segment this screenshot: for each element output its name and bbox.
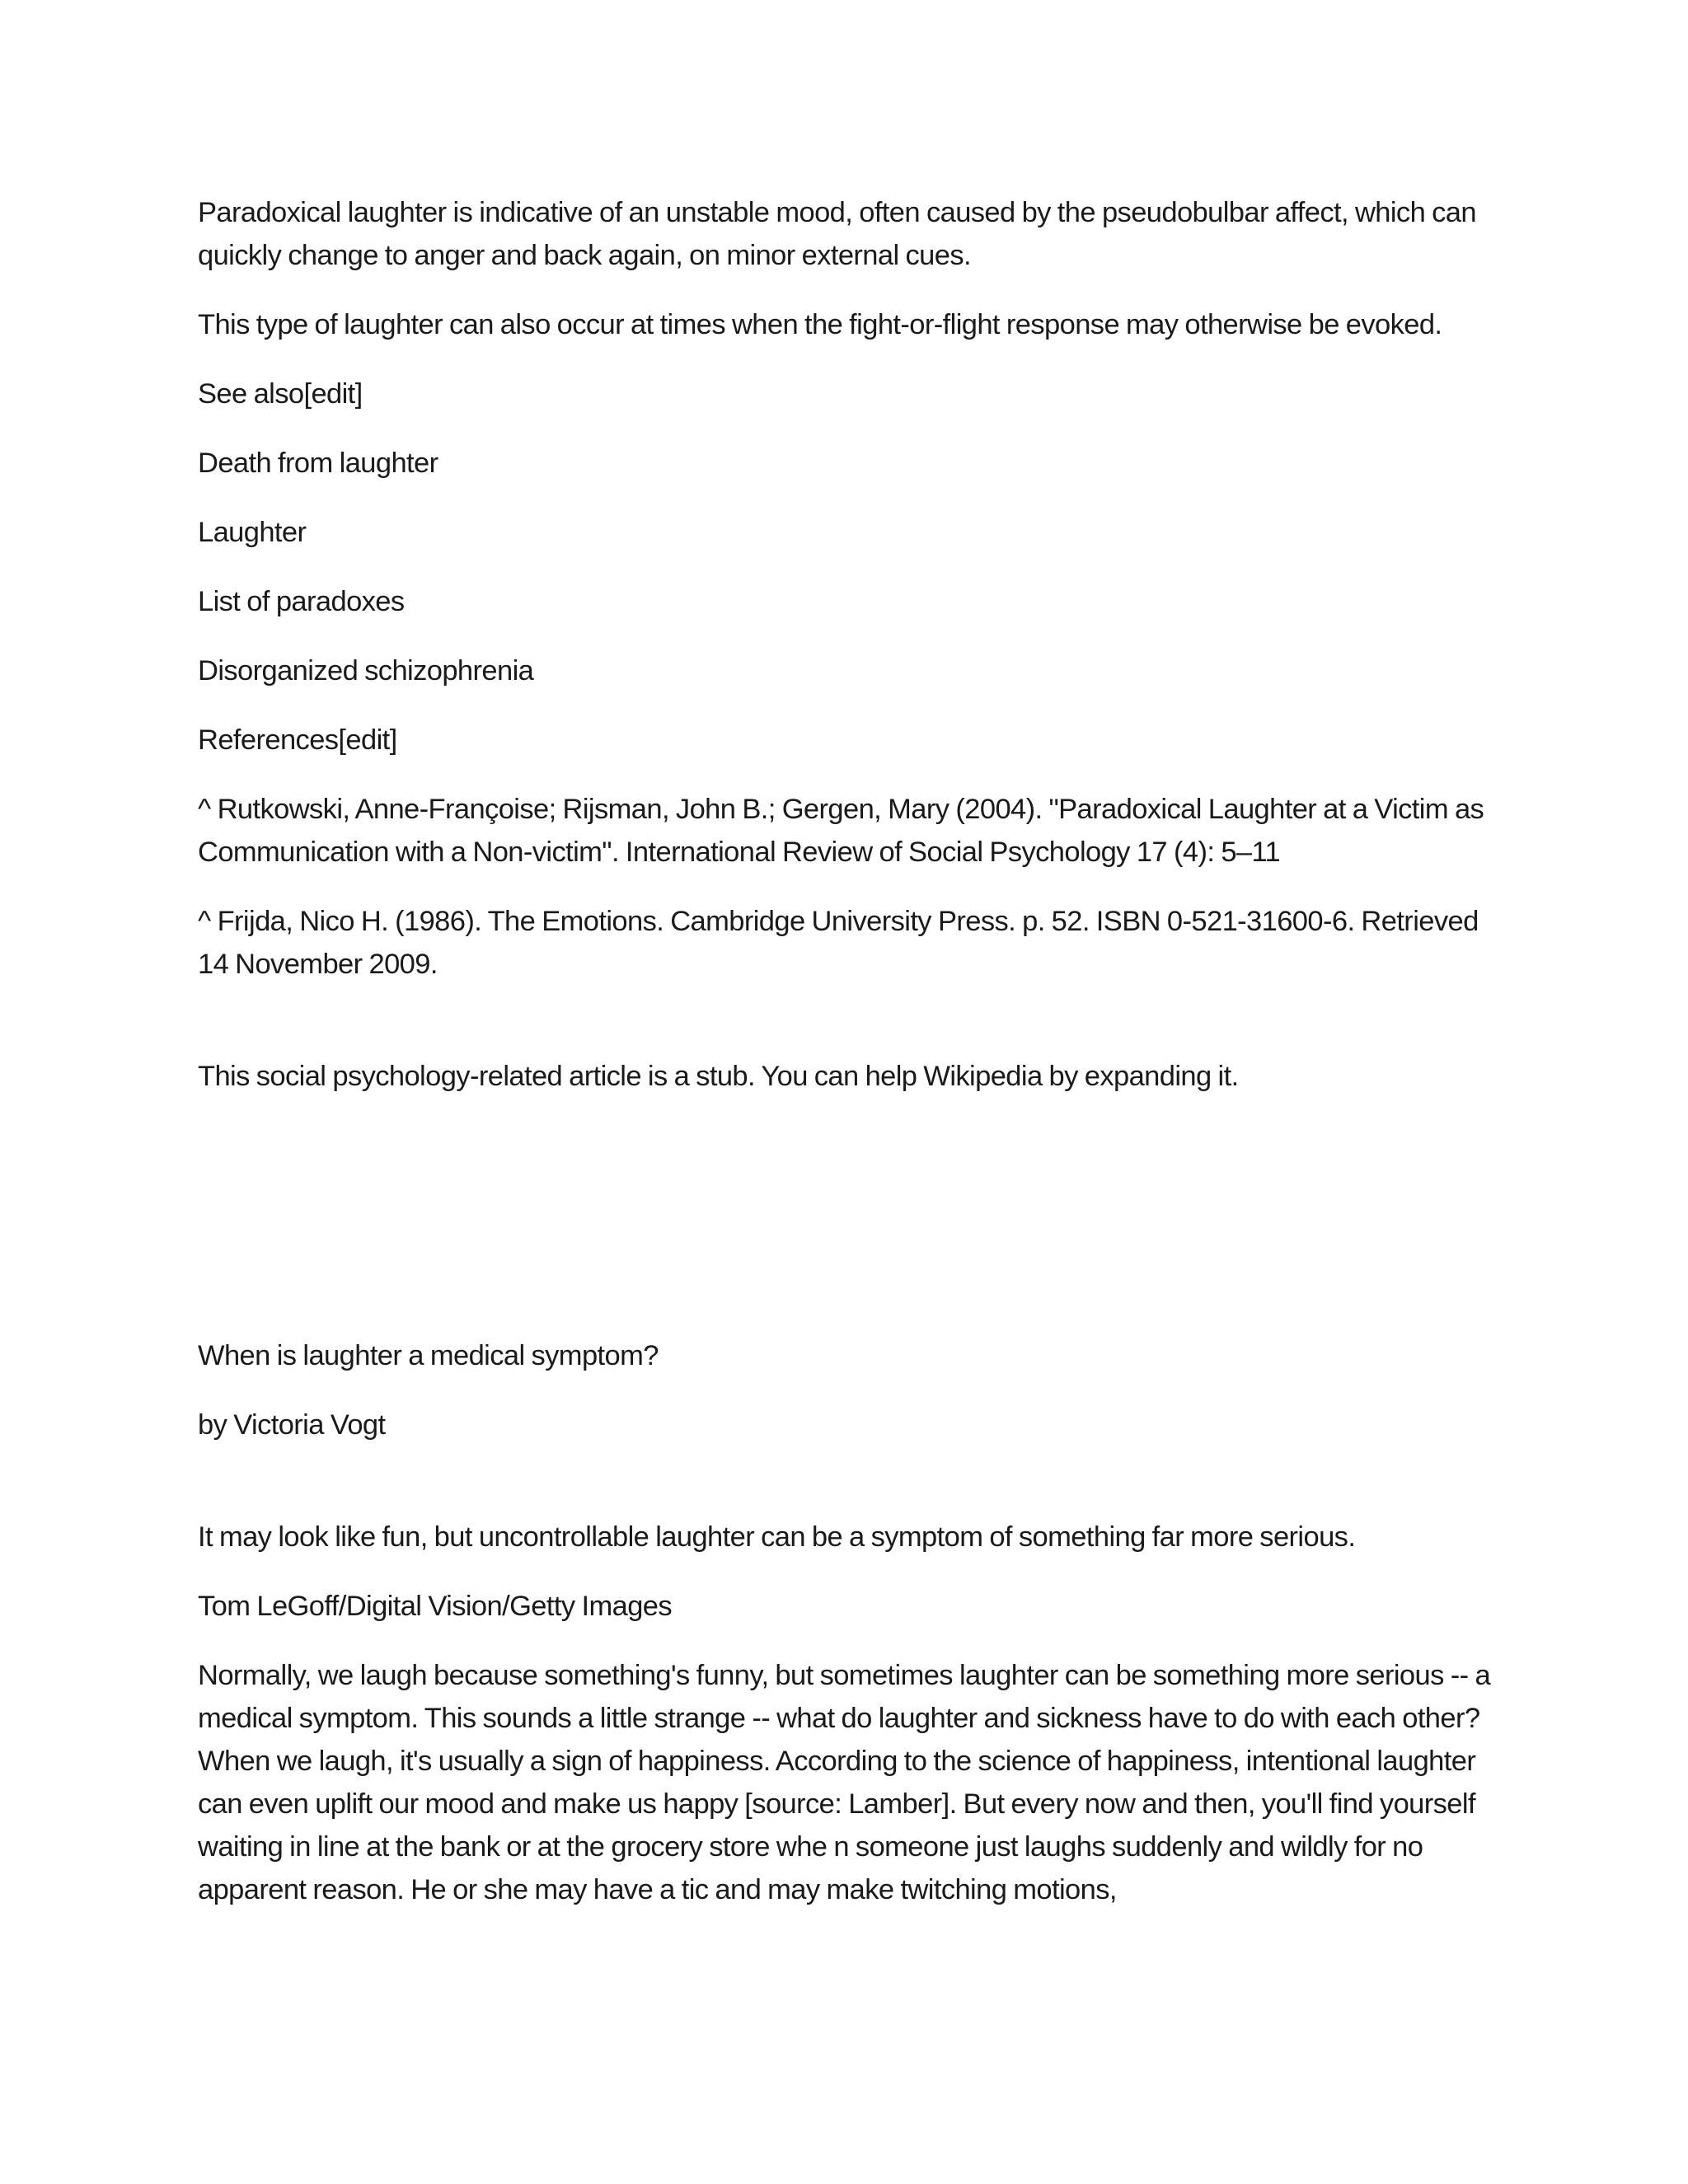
see-also-item-laughter: Laughter bbox=[198, 517, 307, 548]
reference-item: ^ Rutkowski, Anne-Françoise; Rijsman, John B.; Gergen, Mary (2004). "Paradoxical Laughter at a Victim as Communication with a Non-victim". International Review of Social Psychology 17 (4): 5–11 bbox=[198, 794, 1484, 868]
article-title: When is laughter a medical symptom? bbox=[198, 1340, 659, 1371]
reference-item: ^ Frijda, Nico H. (1986). The Emotions. Cambridge University Press. p. 52. ISBN 0-521-31600-6. Retrieved 14 November 2009. bbox=[198, 906, 1479, 980]
see-also-heading: See also[edit] bbox=[198, 378, 363, 410]
spacer bbox=[198, 1012, 1500, 1055]
references-heading: References[edit] bbox=[198, 724, 397, 756]
stub-notice: This social psychology-related article is a stub. You can help Wikipedia by expanding it. bbox=[198, 1061, 1239, 1092]
spacer bbox=[198, 1473, 1500, 1516]
paragraph-paradoxical-laughter: Paradoxical laughter is indicative of an unstable mood, often caused by the pseudobulbar affect, which can quickly change to anger and back again, on minor external cues. bbox=[198, 197, 1476, 271]
spacer bbox=[198, 1124, 1500, 1334]
image-caption: It may look like fun, but uncontrollable laughter can be a symptom of something far more serious. bbox=[198, 1521, 1356, 1553]
see-also-item-list-of-paradoxes: List of paradoxes bbox=[198, 586, 405, 617]
photo-credit: Tom LeGoff/Digital Vision/Getty Images bbox=[198, 1591, 673, 1622]
see-also-item-death-from-laughter: Death from laughter bbox=[198, 448, 438, 479]
document-body bbox=[198, 191, 1500, 1938]
body-paragraph: Normally, we laugh because something's funny, but sometimes laughter can be something more serious -- a medical symptom. This sounds a little strange -- what do laughter and sickness have to do with each other? When we laugh, it's usually a sign of happiness. According to the science of happiness, intentional laughter can even uplift our mood and make us happy [source: Lamber]. But every now and then, you'll find yourself waiting in line at the bank or at the grocery store whe n someone just laughs suddenly and wildly for no apparent reason. He or she may have a tic and may make twitching motions, bbox=[198, 1660, 1491, 1905]
see-also-item-disorganized-schizophrenia: Disorganized schizophrenia bbox=[198, 655, 534, 687]
byline: by Victoria Vogt bbox=[198, 1409, 386, 1441]
paragraph-fight-or-flight: This type of laughter can also occur at times when the fight-or-flight response may otherwise be evoked. bbox=[198, 309, 1442, 340]
